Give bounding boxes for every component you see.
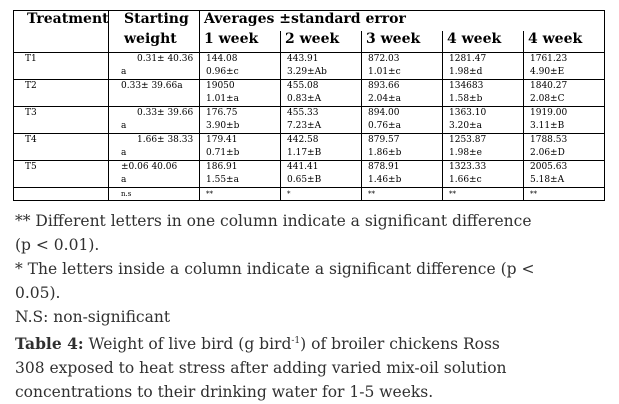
error-cell: 0.76±a	[362, 120, 443, 134]
error-cell: 5.18±A	[524, 174, 605, 188]
note-line: 0.05).	[15, 284, 61, 302]
value-cell: 1919.00	[524, 107, 605, 121]
value-cell: 893.66	[362, 80, 443, 94]
starting-letter-cell	[109, 93, 200, 107]
starting-weight-cell: 1.66± 38.33	[109, 134, 200, 148]
value-cell: 455.08	[281, 80, 362, 94]
significance-cell: *	[281, 188, 362, 201]
table-row-sub	[14, 120, 605, 134]
blank-cell	[14, 93, 109, 107]
value-cell: 1761.23	[524, 53, 605, 67]
value-cell: 872.03	[362, 53, 443, 67]
starting-letter-cell: a	[109, 120, 200, 134]
header-week-5: 4 week	[524, 31, 605, 53]
value-cell: 144.08	[200, 53, 281, 67]
value-cell: 1281.47	[443, 53, 524, 67]
error-cell: 4.90±E	[524, 66, 605, 80]
table-row	[14, 53, 605, 67]
header-week-3: 3 week	[362, 31, 443, 53]
table-row-sub	[14, 174, 605, 188]
value-cell: 1363.10	[443, 107, 524, 121]
header-row-1	[14, 11, 605, 32]
caption-line	[15, 329, 605, 356]
blank-cell	[14, 66, 109, 80]
header-week-4: 4 week	[443, 31, 524, 53]
error-cell: 3.11±B	[524, 120, 605, 134]
header-treatment-blank	[14, 31, 109, 53]
value-cell: 186.91	[200, 161, 281, 175]
blank-cell	[14, 147, 109, 161]
weight-table	[13, 10, 605, 201]
caption-line: 308 exposed to heat stress after adding varied mix-oil solution	[15, 359, 507, 378]
error-cell: 1.98±d	[443, 66, 524, 80]
header-averages: Averages ±standard error	[200, 11, 605, 32]
value-cell: 1253.87	[443, 134, 524, 148]
note-line: (p < 0.01).	[15, 236, 100, 254]
error-cell: 1.01±a	[200, 93, 281, 107]
header-treatment: Treatment	[14, 11, 109, 32]
treatment-cell: T4	[14, 134, 109, 148]
treatment-cell: T1	[14, 53, 109, 67]
table-caption	[15, 329, 605, 404]
error-cell: 0.83±A	[281, 93, 362, 107]
blank-cell	[14, 120, 109, 134]
error-cell: 1.17±B	[281, 147, 362, 161]
table-row	[14, 134, 605, 148]
significance-cell: **	[524, 188, 605, 201]
value-cell: 894.00	[362, 107, 443, 121]
value-cell: 1323.33	[443, 161, 524, 175]
treatment-cell: T3	[14, 107, 109, 121]
value-cell: 179.41	[200, 134, 281, 148]
data-table-container	[13, 10, 605, 201]
starting-letter-cell: a	[109, 66, 200, 80]
caption-text: ) of broiler chickens Ross	[300, 335, 500, 354]
error-cell: 0.71±b	[200, 147, 281, 161]
value-cell: 455.33	[281, 107, 362, 121]
treatment-cell: T5	[14, 161, 109, 175]
table-notes	[15, 209, 605, 404]
table-row	[14, 161, 605, 175]
starting-weight-cell: 0.33± 39.66	[109, 107, 200, 121]
starting-letter-cell: a	[109, 147, 200, 161]
error-cell: 1.46±b	[362, 174, 443, 188]
header-starting-line1: Starting	[109, 11, 200, 32]
caption-superscript: -1	[291, 336, 301, 346]
starting-weight-cell: 0.31± 40.36	[109, 53, 200, 67]
value-cell: 1840.27	[524, 80, 605, 94]
error-cell: 1.86±b	[362, 147, 443, 161]
error-cell: 2.06±D	[524, 147, 605, 161]
value-cell: 443.91	[281, 53, 362, 67]
error-cell: 3.90±b	[200, 120, 281, 134]
significance-row	[14, 188, 605, 201]
caption-text: Weight of live bird (g bird	[83, 335, 292, 354]
table-row-sub	[14, 66, 605, 80]
note-line: * The letters inside a column indicate a significant difference (p <	[15, 260, 535, 278]
error-cell: 7.23±A	[281, 120, 362, 134]
error-cell: 1.66±c	[443, 174, 524, 188]
value-cell: 441.41	[281, 161, 362, 175]
error-cell: 1.98±e	[443, 147, 524, 161]
value-cell: 19050	[200, 80, 281, 94]
caption-label: Table 4:	[15, 334, 84, 354]
significance-cell: **	[362, 188, 443, 201]
error-cell: 1.58±b	[443, 93, 524, 107]
starting-letter-cell: a	[109, 174, 200, 188]
error-cell: 1.01±c	[362, 66, 443, 80]
value-cell: 879.57	[362, 134, 443, 148]
value-cell: 442.58	[281, 134, 362, 148]
table-row	[14, 107, 605, 121]
value-cell: 134683	[443, 80, 524, 94]
table-row-sub	[14, 93, 605, 107]
starting-weight-cell: ±0.06 40.06	[109, 161, 200, 175]
error-cell: 3.29±Ab	[281, 66, 362, 80]
caption-line: concentrations to their drinking water for 1-5 weeks.	[15, 383, 434, 402]
header-row-2	[14, 31, 605, 53]
header-week-2: 2 week	[281, 31, 362, 53]
value-cell: 878.91	[362, 161, 443, 175]
table-row-sub	[14, 147, 605, 161]
error-cell: 2.08±C	[524, 93, 605, 107]
blank-cell	[14, 188, 109, 201]
significance-cell: **	[443, 188, 524, 201]
value-cell: 2005.63	[524, 161, 605, 175]
note-line: ** Different letters in one column indicate a significant difference	[15, 212, 532, 230]
value-cell: 176.75	[200, 107, 281, 121]
blank-cell	[14, 174, 109, 188]
value-cell: 1788.53	[524, 134, 605, 148]
note-line: N.S: non-significant	[15, 308, 171, 326]
significance-cell: **	[200, 188, 281, 201]
table-row	[14, 80, 605, 94]
error-cell: 0.96±c	[200, 66, 281, 80]
error-cell: 0.65±B	[281, 174, 362, 188]
error-cell: 3.20±a	[443, 120, 524, 134]
starting-weight-cell: 0.33± 39.66a	[109, 80, 200, 94]
significance-starting: n.s	[109, 188, 200, 201]
header-week-1: 1 week	[200, 31, 281, 53]
error-cell: 1.55±a	[200, 174, 281, 188]
treatment-cell: T2	[14, 80, 109, 94]
header-starting-line2: weight	[109, 31, 200, 53]
error-cell: 2.04±a	[362, 93, 443, 107]
